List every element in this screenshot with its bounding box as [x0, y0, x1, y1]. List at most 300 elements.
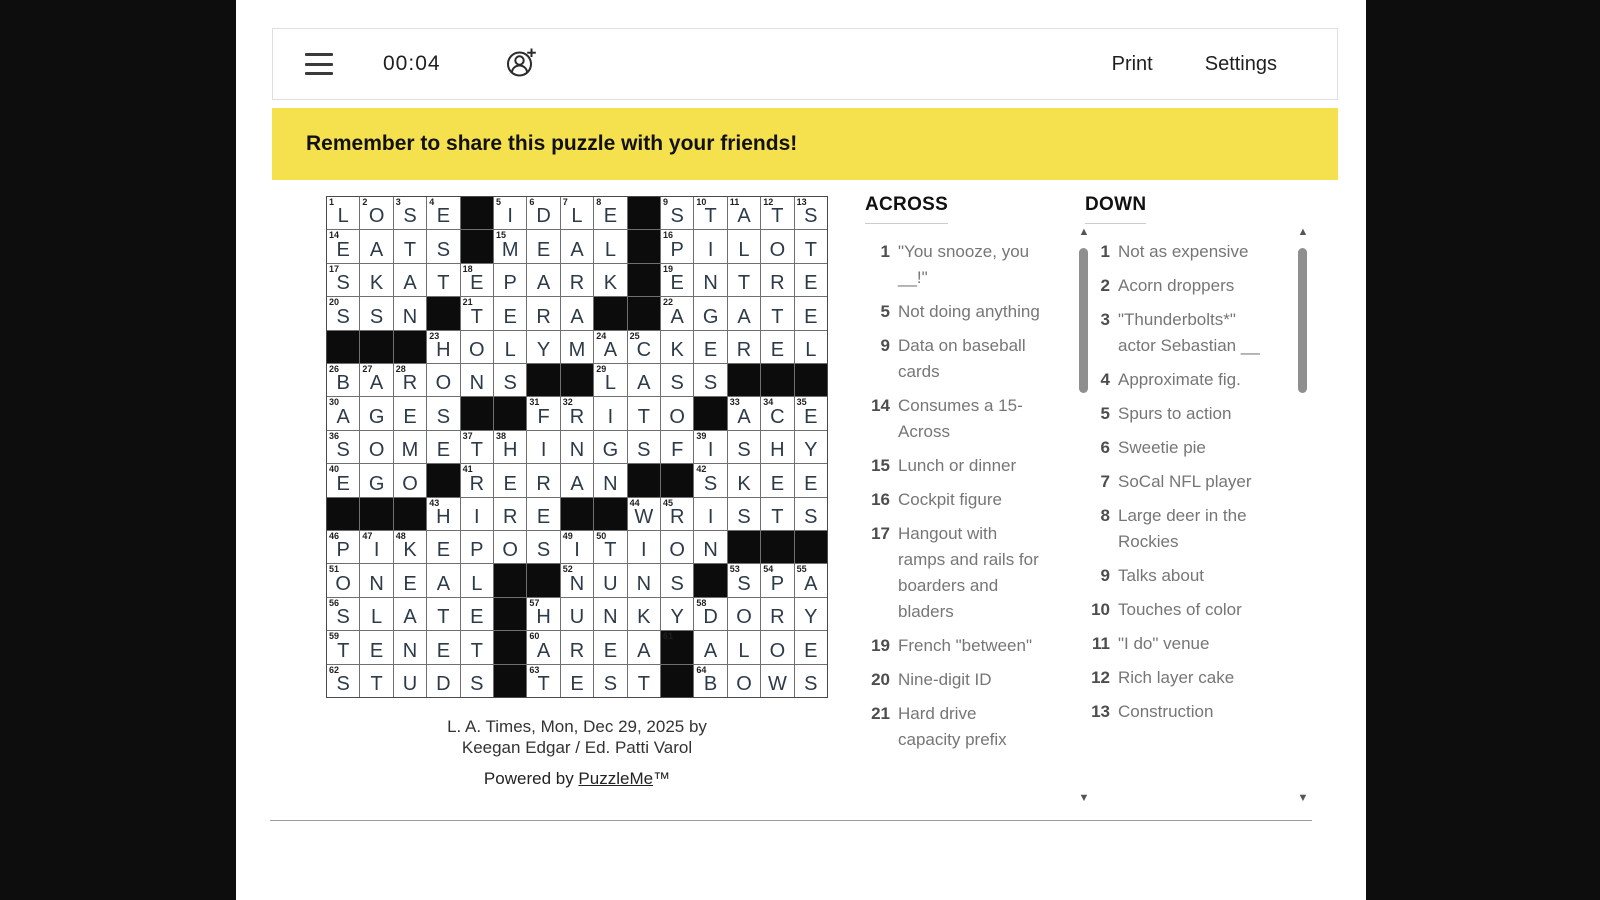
grid-cell[interactable] [461, 665, 493, 697]
grid-cell[interactable] [427, 264, 459, 296]
add-player-icon[interactable] [503, 46, 539, 82]
clue-text: Spurs to action [1118, 404, 1232, 423]
grid-cell[interactable] [394, 230, 426, 262]
grid-cell[interactable] [694, 498, 726, 530]
cell-letter: S [536, 539, 551, 562]
grid-cell[interactable] [628, 531, 660, 563]
scroll-down-icon[interactable]: ▼ [1297, 792, 1309, 804]
cell-letter: O [335, 572, 351, 595]
grid-cell[interactable] [427, 631, 459, 663]
grid-cell[interactable] [527, 431, 559, 463]
grid-cell[interactable] [694, 531, 726, 563]
grid-cell[interactable] [761, 431, 793, 463]
grid-cell[interactable] [561, 397, 593, 429]
clue-text: Lunch or dinner [898, 456, 1017, 475]
cell-letter: E [369, 639, 384, 662]
grid-cell[interactable] [461, 331, 493, 363]
grid-cell[interactable] [728, 230, 760, 262]
grid-cell[interactable] [594, 230, 626, 262]
down-clue-7[interactable] [1085, 469, 1301, 495]
grid-cell[interactable] [594, 431, 626, 463]
grid-cell[interactable] [461, 431, 493, 463]
grid-cell[interactable] [327, 665, 359, 697]
grid-cell[interactable] [561, 197, 593, 229]
grid-cell[interactable] [327, 631, 359, 663]
grid-cell[interactable] [694, 631, 726, 663]
across-clue-5[interactable] [865, 299, 1077, 325]
across-clue-19[interactable] [865, 633, 1077, 659]
cell-letter: P [670, 238, 684, 261]
across-clue-1[interactable] [865, 239, 1077, 291]
down-clue-11[interactable] [1085, 631, 1301, 657]
across-scrollbar-thumb[interactable] [1079, 248, 1088, 393]
grid-cell[interactable] [628, 431, 660, 463]
grid-cell[interactable] [594, 665, 626, 697]
cell-number: 55 [796, 564, 807, 575]
grid-cell[interactable] [527, 297, 559, 329]
cell-letter: A [570, 472, 584, 495]
grid-cell[interactable] [527, 331, 559, 363]
across-clue-15[interactable] [865, 453, 1077, 479]
cell-letter: S [637, 439, 651, 462]
grid-cell[interactable] [594, 264, 626, 296]
down-clue-10[interactable] [1085, 597, 1301, 623]
grid-cell[interactable] [594, 397, 626, 429]
clue-number: 21 [871, 704, 890, 723]
down-scrollbar-thumb[interactable] [1298, 248, 1307, 393]
grid-cell[interactable] [561, 564, 593, 596]
cell-number: 9 [663, 197, 669, 207]
clue-number: 14 [871, 396, 890, 415]
grid-cell[interactable] [327, 297, 359, 329]
grid-cell[interactable] [761, 297, 793, 329]
grid-cell[interactable] [661, 431, 693, 463]
print-button[interactable]: Print [1111, 52, 1153, 75]
grid-cell[interactable] [394, 531, 426, 563]
grid-cell[interactable] [761, 197, 793, 229]
cell-letter: S [503, 372, 517, 395]
grid-cell[interactable] [761, 230, 793, 262]
grid-cell[interactable] [761, 498, 793, 530]
grid-cell[interactable] [360, 531, 392, 563]
grid-cell[interactable] [628, 564, 660, 596]
grid-cell[interactable] [795, 331, 827, 363]
grid-cell[interactable] [661, 230, 693, 262]
grid-cell[interactable] [327, 431, 359, 463]
grid-cell[interactable] [494, 431, 526, 463]
across-clues-section [865, 194, 1077, 806]
across-clue-16[interactable] [865, 487, 1077, 513]
grid-cell[interactable] [327, 264, 359, 296]
cell-letter: A [436, 572, 451, 595]
grid-cell[interactable] [394, 197, 426, 229]
scroll-up-icon[interactable]: ▲ [1078, 226, 1090, 238]
cell-number: 54 [763, 564, 774, 575]
grid-cell[interactable] [494, 264, 526, 296]
clue-number: 2 [1100, 276, 1110, 295]
grid-cell[interactable] [527, 631, 559, 663]
grid-cell[interactable] [527, 197, 559, 229]
grid-cell[interactable] [427, 197, 459, 229]
grid-cell[interactable] [728, 665, 760, 697]
cell-letter: S [603, 673, 618, 695]
grid-cell[interactable] [728, 498, 760, 530]
grid-cell[interactable] [494, 197, 526, 229]
grid-cell[interactable] [394, 364, 426, 396]
grid-cell[interactable] [427, 498, 459, 530]
grid-cell[interactable] [561, 230, 593, 262]
black-cell [795, 531, 827, 563]
grid-cell[interactable] [527, 598, 559, 630]
cell-letter: S [670, 205, 684, 228]
grid-cell[interactable] [594, 564, 626, 596]
down-clue-3[interactable] [1085, 307, 1301, 359]
grid-cell[interactable] [661, 598, 693, 630]
grid-cell[interactable] [728, 264, 760, 296]
grid-cell[interactable] [527, 498, 559, 530]
puzzleme-link[interactable]: PuzzleMe [578, 769, 654, 788]
grid-cell[interactable] [394, 297, 426, 329]
grid-cell[interactable] [394, 631, 426, 663]
grid-cell[interactable] [360, 464, 392, 496]
cell-letter: O [469, 339, 485, 361]
grid-cell[interactable] [628, 364, 660, 396]
cell-number: 6 [529, 197, 535, 207]
grid-cell[interactable] [360, 431, 392, 463]
menu-icon[interactable] [305, 53, 333, 75]
grid-cell[interactable] [327, 531, 359, 563]
cell-letter: E [770, 472, 785, 495]
grid-cell[interactable] [461, 564, 493, 596]
cell-letter: I [707, 439, 714, 462]
grid-cell[interactable] [594, 464, 626, 496]
grid-cell[interactable] [394, 665, 426, 697]
grid-cell[interactable] [728, 464, 760, 496]
grid-cell[interactable] [661, 531, 693, 563]
cell-letter: S [336, 439, 350, 462]
grid-cell[interactable] [427, 564, 459, 596]
grid-cell[interactable] [494, 297, 526, 329]
grid-cell[interactable] [694, 364, 726, 396]
across-clue-17[interactable] [865, 521, 1077, 625]
grid-cell[interactable] [628, 331, 660, 363]
cell-letter: L [504, 339, 516, 361]
grid-cell[interactable] [728, 564, 760, 596]
grid-cell[interactable] [427, 431, 459, 463]
cell-letter: E [703, 339, 718, 361]
grid-cell[interactable] [427, 397, 459, 429]
grid-cell[interactable] [394, 598, 426, 630]
powered-by-prefix: Powered by [483, 769, 579, 788]
grid-cell[interactable] [327, 598, 359, 630]
grid-cell[interactable] [661, 331, 693, 363]
grid-cell[interactable] [661, 397, 693, 429]
grid-cell[interactable] [661, 564, 693, 596]
grid-cell[interactable] [761, 464, 793, 496]
grid-cell[interactable] [694, 331, 726, 363]
across-clue-21[interactable] [865, 701, 1077, 753]
cell-number: 8 [596, 197, 602, 207]
down-clue-12[interactable] [1085, 665, 1301, 691]
grid-cell[interactable] [728, 197, 760, 229]
grid-cell[interactable] [494, 364, 526, 396]
grid-cell[interactable] [427, 665, 459, 697]
grid-cell[interactable] [795, 297, 827, 329]
across-clue-20[interactable] [865, 667, 1077, 693]
grid-cell[interactable] [594, 631, 626, 663]
grid-cell[interactable] [694, 197, 726, 229]
grid-cell[interactable] [360, 631, 392, 663]
grid-cell[interactable] [494, 331, 526, 363]
grid-cell[interactable] [527, 531, 559, 563]
grid-cell[interactable] [795, 498, 827, 530]
grid-cell[interactable] [561, 297, 593, 329]
grid-cell[interactable] [628, 598, 660, 630]
clue-number: 8 [1100, 506, 1110, 525]
down-clue-13[interactable] [1085, 699, 1301, 725]
grid-cell[interactable] [360, 665, 392, 697]
down-clue-9[interactable] [1085, 563, 1301, 589]
grid-cell[interactable] [494, 230, 526, 262]
grid-cell[interactable] [427, 598, 459, 630]
cell-letter: L [337, 205, 349, 228]
grid-cell[interactable] [394, 464, 426, 496]
grid-cell[interactable] [795, 431, 827, 463]
cell-letter: E [536, 506, 551, 528]
grid-cell[interactable] [594, 331, 626, 363]
clue-text: Consumes a 15-Across [898, 396, 1023, 441]
cell-letter: A [536, 639, 551, 662]
grid-cell[interactable] [761, 631, 793, 663]
settings-button[interactable]: Settings [1204, 52, 1277, 75]
grid-cell[interactable] [795, 397, 827, 429]
grid-cell[interactable] [494, 531, 526, 563]
grid-cell[interactable] [728, 397, 760, 429]
cell-number: 2 [362, 197, 368, 207]
grid-cell[interactable] [661, 364, 693, 396]
down-clue-4[interactable] [1085, 367, 1301, 393]
grid-cell[interactable] [761, 598, 793, 630]
grid-cell[interactable] [360, 397, 392, 429]
grid-cell[interactable] [795, 631, 827, 663]
grid-cell[interactable] [795, 665, 827, 697]
grid-cell[interactable] [527, 264, 559, 296]
black-cell [628, 197, 660, 229]
cell-number: 59 [329, 631, 340, 642]
grid-cell[interactable] [728, 331, 760, 363]
grid-cell[interactable] [494, 498, 526, 530]
grid-cell[interactable] [661, 297, 693, 329]
clue-number: 15 [871, 456, 890, 475]
down-clue-5[interactable] [1085, 401, 1301, 427]
grid-cell[interactable] [327, 397, 359, 429]
grid-cell[interactable] [527, 665, 559, 697]
grid-cell[interactable] [795, 464, 827, 496]
cell-letter: U [603, 572, 618, 595]
down-clue-6[interactable] [1085, 435, 1301, 461]
black-cell [527, 564, 559, 596]
grid-cell[interactable] [360, 364, 392, 396]
grid-cell[interactable] [694, 230, 726, 262]
scroll-up-icon[interactable]: ▲ [1297, 226, 1309, 238]
cell-letter: A [570, 305, 584, 328]
cell-number: 28 [395, 364, 406, 374]
grid-cell[interactable] [561, 464, 593, 496]
cell-letter: A [403, 272, 417, 295]
cell-letter: W [634, 506, 654, 528]
cell-letter: S [336, 305, 350, 328]
grid-cell[interactable] [360, 564, 392, 596]
black-cell [494, 665, 526, 697]
clue-number: 17 [871, 524, 890, 543]
grid-cell[interactable] [594, 598, 626, 630]
grid-cell[interactable] [761, 264, 793, 296]
grid-cell[interactable] [360, 197, 392, 229]
grid-cell[interactable] [327, 464, 359, 496]
grid-cell[interactable] [561, 431, 593, 463]
cell-letter: T [771, 506, 784, 528]
grid-cell[interactable] [561, 665, 593, 697]
black-cell [360, 331, 392, 363]
grid-cell[interactable] [661, 264, 693, 296]
across-clue-14[interactable] [865, 393, 1077, 445]
cell-number: 33 [729, 397, 740, 408]
cell-letter: R [502, 506, 518, 528]
grid-cell[interactable] [360, 264, 392, 296]
grid-cell[interactable] [628, 397, 660, 429]
down-clue-8[interactable] [1085, 503, 1301, 555]
grid-cell[interactable] [694, 598, 726, 630]
grid-cell[interactable] [427, 364, 459, 396]
grid-cell[interactable] [728, 297, 760, 329]
grid-cell[interactable] [795, 230, 827, 262]
grid-cell[interactable] [594, 197, 626, 229]
grid-cell[interactable] [561, 598, 593, 630]
grid-cell[interactable] [661, 197, 693, 229]
grid-cell[interactable] [394, 264, 426, 296]
grid-cell[interactable] [461, 531, 493, 563]
grid-cell[interactable] [527, 230, 559, 262]
grid-cell[interactable] [527, 397, 559, 429]
cell-letter: F [537, 405, 550, 428]
grid-cell[interactable] [761, 331, 793, 363]
cell-letter: H [502, 439, 518, 462]
cell-letter: E [436, 205, 451, 228]
cell-letter: E [503, 472, 517, 495]
grid-cell[interactable] [795, 264, 827, 296]
grid-cell[interactable] [461, 498, 493, 530]
cell-letter: R [469, 472, 485, 495]
grid-cell[interactable] [761, 397, 793, 429]
grid-cell[interactable] [694, 264, 726, 296]
grid-cell[interactable] [327, 197, 359, 229]
grid-cell[interactable] [360, 230, 392, 262]
grid-cell[interactable] [594, 364, 626, 396]
scroll-down-icon[interactable]: ▼ [1078, 792, 1090, 804]
grid-cell[interactable] [728, 598, 760, 630]
cell-letter: T [771, 205, 784, 228]
clue-number: 20 [871, 670, 890, 689]
grid-cell[interactable] [360, 598, 392, 630]
grid-cell[interactable] [628, 631, 660, 663]
cell-letter: E [536, 238, 551, 261]
grid-cell[interactable] [527, 464, 559, 496]
across-clue-9[interactable] [865, 333, 1077, 385]
grid-cell[interactable] [561, 531, 593, 563]
grid-cell[interactable] [561, 264, 593, 296]
cell-letter: I [707, 506, 714, 528]
cell-letter: N [402, 305, 418, 328]
grid-cell[interactable] [694, 665, 726, 697]
cell-letter: R [669, 506, 685, 528]
cell-letter: E [804, 639, 818, 662]
clue-text: Sweetie pie [1118, 438, 1206, 457]
grid-cell[interactable] [761, 665, 793, 697]
grid-cell[interactable] [461, 297, 493, 329]
black-cell [494, 397, 526, 429]
cell-letter: E [503, 305, 517, 328]
grid-cell[interactable] [461, 464, 493, 496]
grid-cell[interactable] [694, 431, 726, 463]
cell-number: 63 [529, 664, 540, 675]
attribution-line2: Keegan Edgar / Ed. Patti Varol [461, 738, 693, 757]
grid-cell[interactable] [327, 564, 359, 596]
cell-letter: N [369, 572, 384, 595]
grid-cell[interactable] [427, 531, 459, 563]
down-clues-section [1085, 194, 1301, 806]
cell-letter: R [770, 272, 785, 295]
grid-cell[interactable] [461, 598, 493, 630]
grid-cell[interactable] [427, 331, 459, 363]
down-clue-2[interactable] [1085, 273, 1301, 299]
grid-cell[interactable] [494, 464, 526, 496]
grid-cell[interactable] [461, 364, 493, 396]
grid-cell[interactable] [795, 598, 827, 630]
cell-number: 32 [562, 397, 573, 408]
down-clue-1[interactable] [1085, 239, 1301, 265]
grid-cell[interactable] [694, 297, 726, 329]
clue-text: "You snooze, you __!" [898, 242, 1030, 287]
cell-letter: Y [670, 606, 684, 629]
grid-cell[interactable] [694, 464, 726, 496]
grid-cell[interactable] [628, 498, 660, 530]
grid-cell[interactable] [561, 631, 593, 663]
cell-letter: I [507, 205, 513, 228]
grid-cell[interactable] [461, 264, 493, 296]
timer[interactable]: 00:04 [383, 52, 441, 75]
grid-cell[interactable] [394, 397, 426, 429]
grid-cell[interactable] [327, 364, 359, 396]
grid-cell[interactable] [628, 665, 660, 697]
grid-cell[interactable] [461, 631, 493, 663]
grid-cell[interactable] [360, 297, 392, 329]
grid-cell[interactable] [327, 230, 359, 262]
cell-letter: N [469, 372, 485, 395]
clue-number: 5 [1100, 404, 1110, 423]
grid-cell[interactable] [394, 564, 426, 596]
grid-cell[interactable] [795, 197, 827, 229]
grid-cell[interactable] [795, 564, 827, 596]
grid-cell[interactable] [728, 431, 760, 463]
grid-cell[interactable] [661, 498, 693, 530]
cell-number: 38 [496, 430, 507, 441]
grid-cell[interactable] [728, 631, 760, 663]
grid-cell[interactable] [594, 531, 626, 563]
grid-cell[interactable] [394, 431, 426, 463]
grid-cell[interactable] [761, 564, 793, 596]
grid-cell[interactable] [427, 230, 459, 262]
grid-cell[interactable] [561, 331, 593, 363]
